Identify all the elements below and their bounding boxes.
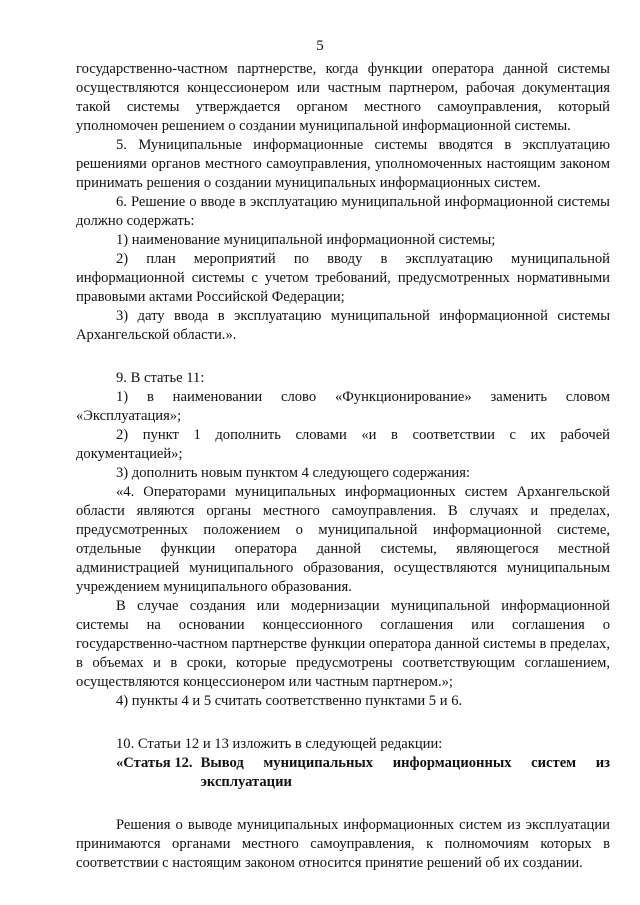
paragraph: 9. В статье 11: [116,370,205,386]
paragraph: 3) дату ввода в эксплуатацию муниципальной информационной системы Архангельской области.». [76,308,610,343]
paragraph: 5. Муниципальные информационные системы вводятся в эксплуатацию решениями органов местного самоуправления, уполномоченных настоящим законом принимать решения о создании муниципальных информационных систем. [76,137,610,191]
paragraph: 2) план мероприятий по вводу в эксплуатацию муниципальной информационной системы с учетом требований, предусмотренных нормативными правовыми актами Российской Федерации; [76,251,610,305]
paragraph: 3) дополнить новым пунктом 4 следующего содержания: [116,465,471,481]
paragraph: 10. Статьи 12 и 13 изложить в следующей редакции: [116,736,443,752]
paragraph: 4) пункты 4 и 5 считать соответственно пунктами 5 и 6. [116,693,463,709]
paragraph-spacer [76,345,610,369]
article-heading [76,754,610,792]
paragraph: 1) наименование муниципальной информационной системы; [116,232,496,248]
paragraph: «4. Операторами муниципальных информационных систем Архангельской области являются органы местного самоуправления. В случаях и пределах, предусмотренных положением о муниципальной информационной системе, отдельные функции оператора данной системы, являющегося местной администрацией муниципального образования, осуществляются муниципальным учреждением муниципального образования. [76,484,610,595]
article-heading-title: Вывод муниципальных информационных систем из эксплуатации [200,755,610,790]
paragraph: 6. Решение о вводе в эксплуатацию муниципальной информационной системы должно содержать: [76,194,610,229]
paragraph: 2) пункт 1 дополнить словами «и в соответствии с их рабочей документацией»; [76,427,610,462]
paragraph: государственно-частном партнерстве, когда функции оператора данной системы осуществляются концессионером или частным партнером, рабочая документация такой системы утверждается органом местного самоуправления, который уполномочен решением о создании муниципальной информационной системы. [76,61,610,134]
document-body [76,60,610,873]
paragraph-spacer [76,711,610,735]
page-number: 5 [316,38,324,54]
article-heading-label: «Статья 12. [116,755,193,771]
paragraph: 1) в наименовании слово «Функционирование» заменить словом «Эксплуатация»; [76,389,610,424]
paragraph: В случае создания или модернизации муниципальной информационной системы на основании концессионного соглашения или соглашения о государственно-частном партнерстве функции оператора данной системы в пределах, в объемах и в сроки, которые предусмотрены соответствующим соглашением, осуществляются концессионером или частным партнером.»; [76,598,610,690]
paragraph: Решения о выводе муниципальных информационных систем из эксплуатации принимаются органами местного самоуправления, к полномочиям которых в соответствии с настоящим законом относится принятие решений об их создании. [76,817,610,871]
paragraph-spacer [76,792,610,816]
